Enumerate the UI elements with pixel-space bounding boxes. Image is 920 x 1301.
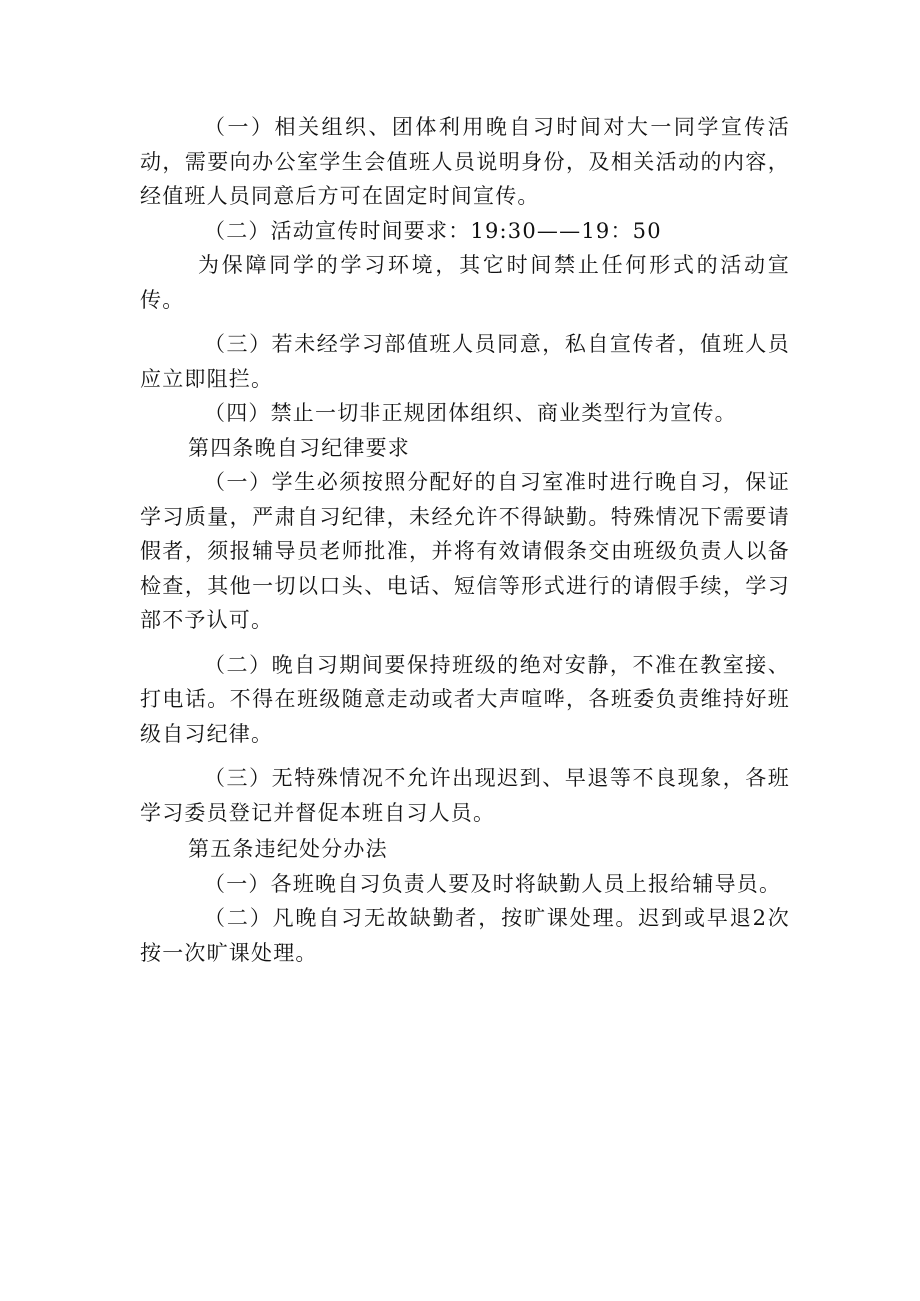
paragraph-3: 为保障同学的学习环境，其它时间禁止任何形式的活动宣传。 — [140, 253, 790, 312]
document-body — [140, 110, 790, 970]
paragraph-10: （二）凡晚自习无故缺勤者，按旷课处理。迟到或早退2次按一次旷课处理。 — [140, 906, 790, 965]
paragraph-7: （二）晚自习期间要保持班级的绝对安静，不准在教室接、打电话。不得在班级随意走动或者大声喧哗，各班委负责维持好班级自习纪律。 — [140, 652, 790, 746]
section-heading-4: 第四条晚自习纪律要求 — [188, 435, 410, 460]
paragraph-2: （二）活动宣传时间要求：19:30——19：50 — [204, 218, 662, 243]
section-heading-5: 第五条违纪处分办法 — [188, 837, 388, 861]
paragraph-6: （一）学生必须按照分配好的自习室准时进行晚自习，保证学习质量，严肃自习纪律，未经允许不得缺勤。特殊情况下需要请假者，须报辅导员老师批准，并将有效请假条交由班级负责人以备检查，其他一切以口头、电话、短信等形式进行的请假手续，学习部不予认可。 — [140, 470, 790, 632]
paragraph-4: （三）若未经学习部值班人员同意，私自宣传者，值班人员应立即阻拦。 — [140, 332, 790, 391]
paragraph-8: （三）无特殊情况不允许出现迟到、早退等不良现象，各班学习委员登记并督促本班自习人员。 — [140, 766, 790, 825]
paragraph-5: （四）禁止一切非正规团体组织、商业类型行为宣传。 — [204, 401, 737, 425]
paragraph-1: （一）相关组织、团体利用晚自习时间对大一同学宣传活动，需要向办公室学生会值班人员说明身份，及相关活动的内容，经值班人员同意后方可在固定时间宣传。 — [140, 115, 790, 208]
paragraph-9: （一）各班晚自习负责人要及时将缺勤人员上报给辅导员。 — [204, 871, 782, 896]
